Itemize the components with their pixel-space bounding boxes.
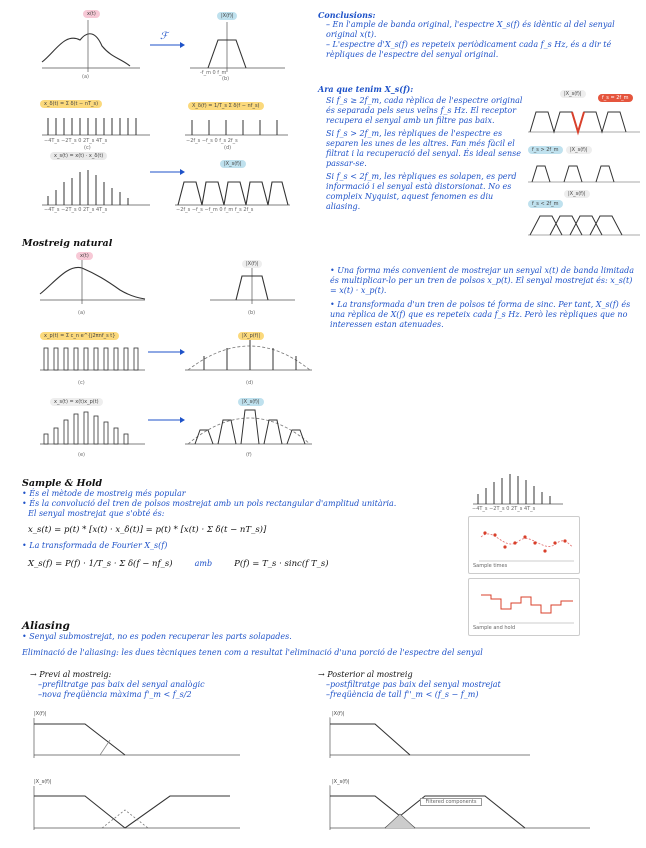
- fig-c-tag: x_δ(t) = Σ δ(t − nT_s): [40, 100, 102, 108]
- fig-b-axis: -f_m 0 f_m: [200, 70, 227, 76]
- post-title: → Posterior al mostreig: [318, 670, 413, 679]
- nat-f-tag: |X_s(f)|: [238, 398, 264, 406]
- sh-bullet-1-text: És el mètode de mostreig més popular: [29, 489, 186, 498]
- aliasing-block: [22, 620, 640, 658]
- aliasing-prev: [30, 670, 300, 700]
- fig-f-tag: |X_s(f)|: [220, 160, 246, 168]
- sh-amb: amb: [194, 559, 213, 568]
- nat-f-caption: (f): [246, 452, 252, 458]
- post-line-1: –postfiltratge pas baix del senyal mostrejat: [326, 680, 501, 689]
- nat-a-caption: (a): [78, 310, 85, 316]
- filtered-components-label: Filtered components: [420, 798, 482, 806]
- aliasing-elim: Eliminació de l'aliasing: les dues tècniques tenen com a resultat l'eliminació d'una porció de l'espectre del senyal: [22, 648, 483, 657]
- fig-b-tag: |X(f)|: [217, 12, 237, 20]
- aliasing-bullet-1: • Senyal submostrejat, no es poden recuperar les parts solapades.: [22, 632, 292, 641]
- nat-e-caption: (e): [78, 452, 85, 458]
- alias-left-bottom-tag: |X_s(f)|: [30, 778, 56, 786]
- sh-equation-row: [28, 559, 462, 569]
- sample-hold-caption: Sample and hold: [473, 625, 516, 631]
- conclusions-line-2: – L'espectre d'X_s(f) es repeteix periòdicament cada f_s Hz, és a dir té rèpliques de l'espectre del senyal original.: [326, 40, 612, 59]
- fig-c-axis: −4T_s −2T_s 0 2T_s 4T_s: [44, 138, 108, 144]
- figure-natural-sampling: [20, 252, 315, 462]
- post-line-2: –freqüència de tall f''_m < (f_s − f_m): [326, 690, 479, 699]
- replica-tag-2: |X_s(f)|: [566, 146, 592, 154]
- sh-equation-1: x_s(t) = p(t) * [x(t) · x_δ(t)] = p(t) * [x(t) · Σ δ(t − nT_s)]: [28, 525, 267, 535]
- natural-note-1-text: Una forma més convenient de mostrejar un senyal x(t) de banda limitada és multiplicar-lo per un tren de polsos x_p(t). El senyal mostrejat és: x_s(t) = x(t) · x_p(t).: [330, 266, 635, 295]
- figure-sampling-ideal: [20, 10, 295, 215]
- aliasing-title: Aliasing: [22, 620, 70, 632]
- aliasing-bullet-1-text: Senyal submostrejat, no es poden recuperar les parts solapades.: [29, 632, 292, 641]
- prev-line-1: –prefiltratge pas baix del senyal analògic: [38, 680, 205, 689]
- fs-gt-2fm-label: f_s > 2f_m: [528, 146, 563, 154]
- prev-title: → Previ al mostreig:: [30, 670, 112, 679]
- aliasing-graphs-svg: [30, 710, 630, 840]
- conclusions-line-1: – En l'ample de banda original, l'espectre X_s(f) és idèntic al del senyal original x(t).: [326, 20, 615, 39]
- figure-sampling-svg: [20, 10, 295, 215]
- nat-c-tag: x_p(t) = Σ c_n e^{j2πnf_s t}: [40, 332, 119, 340]
- natural-notes: [330, 266, 640, 330]
- fig-d-tag: X_δ(f) = 1/T_s Σ δ(f − nf_s): [188, 102, 264, 110]
- conclusions-block: [318, 10, 640, 60]
- alias-left-top-tag: |X(f)|: [30, 710, 50, 718]
- nat-d-caption: (d): [246, 380, 254, 386]
- sh-bullet-4: • La transformada de Fourier X_s(f): [22, 541, 168, 550]
- ara-title: Ara que tenim X_s(f):: [318, 84, 414, 94]
- sample-times-panel: [468, 516, 580, 574]
- sh-equation-3: P(f) = T_s · sinc(f T_s): [234, 559, 329, 569]
- ara-bullet-1: Si f_s ≥ 2f_m, cada rèplica de l'espectre original és separada pels seus veïns f_s Hz. El receptor recupera el senyal amb un filtre pas baix.: [326, 96, 523, 125]
- sh-line-3: El senyal mostrejat que s'obté és:: [28, 509, 165, 518]
- fig-d-axis: −2f_s −f_s 0 f_s 2f_s: [186, 138, 238, 144]
- replica-tag-3: |X_s(f)|: [564, 190, 590, 198]
- nat-e-tag: x_s(t) = x(t)x_p(t): [50, 398, 103, 406]
- replica-tag-1: |X_s(f)|: [560, 90, 586, 98]
- sh-bullet-2-text: És la convolució del tren de polsos mostrejat amb un pols rectangular d'amplitud unitària.: [29, 499, 397, 508]
- nat-b-tag: |X(f)|: [242, 260, 262, 268]
- alias-right-bottom-tag: |X_s(f)|: [328, 778, 354, 786]
- fig-d-caption: (d): [224, 145, 232, 151]
- aliasing-post: [318, 670, 638, 700]
- sh-title: Sample & Hold: [22, 478, 103, 489]
- replica-graphs: [528, 90, 643, 250]
- fig-a-tag: x(t): [83, 10, 100, 18]
- natural-title: Mostreig natural: [22, 238, 113, 249]
- sh-bullet-2: • És la convolució del tren de polsos mostrejat amb un pols rectangular d'amplitud unitària.: [22, 499, 397, 508]
- figure-natural-svg: [20, 252, 315, 462]
- fig-b-caption: (b): [222, 76, 230, 82]
- conclusions-title: Conclusions:: [318, 10, 376, 20]
- fourier-arrow-label: ℱ: [160, 31, 168, 42]
- fs-eq-2fm-label: f_s = 2f_m: [598, 94, 633, 102]
- nat-a-tag: x(t): [76, 252, 93, 260]
- sh-figures: [468, 468, 643, 638]
- natural-note-2: • La transformada d'un tren de polsos té forma de sinc. Per tant, X_s(f) és una rèplica de X(f) que es repeteix cada f_s Hz. Però les rèpliques que no interessen estan atenuades.: [330, 300, 631, 329]
- sample-times-caption: Sample times: [473, 563, 508, 569]
- fig-e-axis: −4T_s −2T_s 0 2T_s 4T_s: [44, 207, 108, 213]
- aliasing-graphs: [30, 710, 630, 840]
- sh-comb-axis: −4T_s −2T_s 0 2T_s 4T_s: [472, 506, 536, 512]
- prev-line-2: –nova freqüència màxima f'_m < f_s/2: [38, 690, 192, 699]
- nat-c-caption: (c): [78, 380, 85, 386]
- nat-d-tag: |X_p(f)|: [238, 332, 264, 340]
- alias-right-top-tag: |X(f)|: [328, 710, 348, 718]
- nat-b-caption: (b): [248, 310, 256, 316]
- fig-a-caption: (a): [82, 74, 89, 80]
- sh-equation-2: X_s(f) = P(f) · 1/T_s · Σ δ(f − nf_s): [28, 559, 173, 569]
- fig-e-tag: x_s(t) = x(t) · x_δ(t): [50, 152, 107, 160]
- sh-bullet-4-text: La transformada de Fourier X_s(f): [29, 541, 168, 550]
- fig-c-caption: (c): [84, 145, 91, 151]
- sh-block: [22, 478, 462, 569]
- ara-block: [318, 84, 528, 212]
- natural-note-2-text: La transformada d'un tren de polsos té forma de sinc. Per tant, X_s(f) és una rèplica de X(f) que es repeteix cada f_s Hz. Però les rèpliques que no interessen estan atenuades.: [330, 300, 631, 329]
- ara-bullet-3: Si f_s < 2f_m, les rèpliques es solapen, es perd informació i el senyal està distorsionat. No es compleix Nyquist, aquest fenomen es diu aliasing.: [326, 172, 517, 211]
- ara-bullet-2: Si f_s > 2f_m, les rèpliques de l'espectre es separen les unes de les altres. Fan més fàcil el filtrat i la recuperació del senyal. És ideal sense passar-se.: [326, 129, 521, 168]
- sh-bullet-1: • És el mètode de mostreig més popular: [22, 489, 186, 498]
- replica-graphs-svg: [528, 90, 643, 250]
- fs-lt-2fm-label: f_s < 2f_m: [528, 200, 563, 208]
- fig-f-axis: −2f_s −f_s −f_m 0 f_m f_s 2f_s: [176, 207, 254, 213]
- natural-note-1: • Una forma més convenient de mostrejar un senyal x(t) de banda limitada és multiplicar-lo per un tren de polsos x_p(t). El senyal mostrejat és: x_s(t) = x(t) · x_p(t).: [330, 266, 635, 295]
